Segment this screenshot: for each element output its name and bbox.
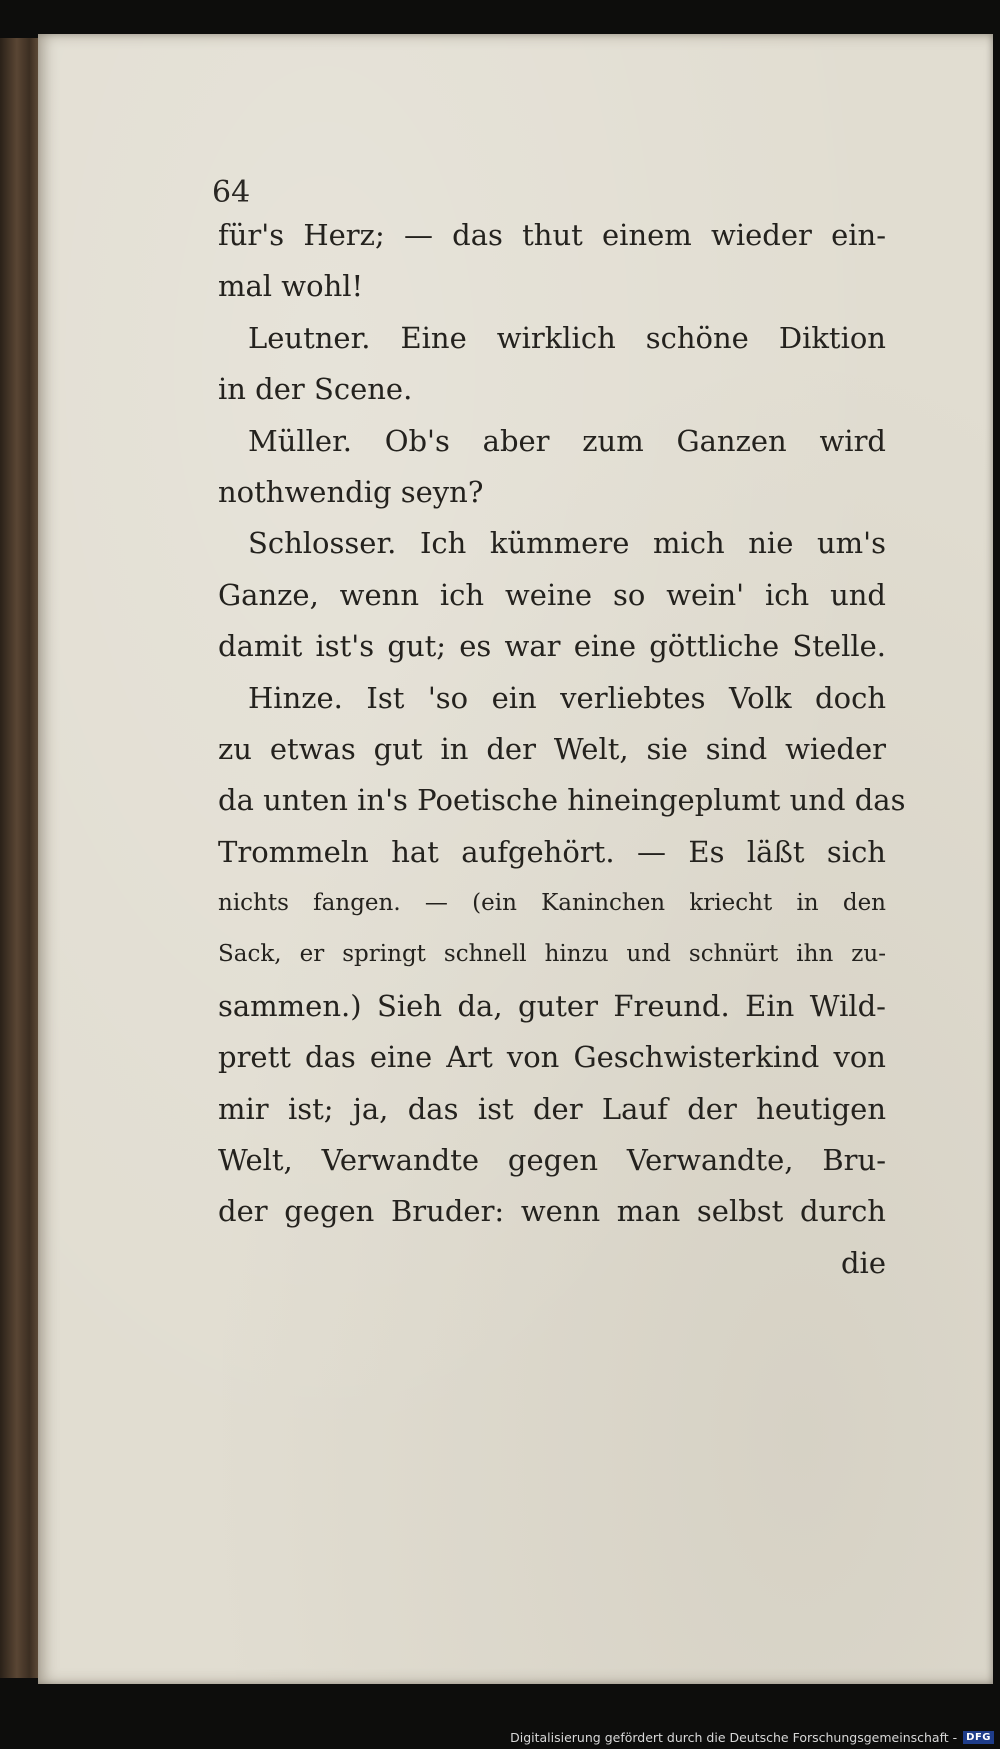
footer-credit: Digitalisierung gefördert durch die Deutsche Forschungsgemeinschaft - [510, 1730, 958, 1745]
text-line: Müller. Ob's aber zum Ganzen wird [248, 423, 886, 458]
text-line: damit ist's gut; es war eine göttliche Stelle. [218, 629, 886, 664]
text-line: Hinze. Ist 'so ein verliebtes Volk doch [248, 680, 886, 715]
body-text [218, 210, 906, 1289]
text-line: nothwendig seyn? [218, 474, 484, 509]
book-edge [0, 38, 42, 1678]
text-line: Schlosser. Ich kümmere mich nie um's [248, 526, 886, 561]
text-line: da unten in's Poetische hineingeplumt und das [218, 783, 906, 818]
text-line: prett das eine Art von Geschwisterkind von [218, 1040, 886, 1075]
text-line: Trommeln hat aufgehört. — Es läßt sich [218, 834, 886, 869]
text-line: nichts fangen. — (ein Kaninchen kriecht in den [218, 890, 886, 917]
page-number: 64 [212, 175, 251, 210]
catchword: die [840, 1245, 886, 1280]
text-line: Ganze, wenn ich weine so wein' ich und [218, 577, 886, 612]
text-line: sammen.) Sieh da, guter Freund. Ein Wild- [218, 988, 886, 1023]
digitization-footer [510, 1730, 994, 1745]
text-line: der gegen Bruder: wenn man selbst durch [218, 1194, 886, 1229]
text-line: in der Scene. [218, 372, 413, 407]
text-line: Welt, Verwandte gegen Verwandte, Bru- [218, 1143, 886, 1178]
text-line: Sack, er springt schnell hinzu und schnürt ihn zu- [218, 941, 886, 968]
dfg-logo: DFG [963, 1731, 994, 1744]
text-line: mir ist; ja, das ist der Lauf der heutigen [218, 1091, 886, 1126]
text-line: mal wohl! [218, 269, 364, 304]
text-line: zu etwas gut in der Welt, sie sind wieder [218, 731, 886, 766]
text-line: Leutner. Eine wirklich schöne Diktion [248, 320, 886, 355]
text-line: für's Herz; — das thut einem wieder ein- [218, 218, 886, 252]
